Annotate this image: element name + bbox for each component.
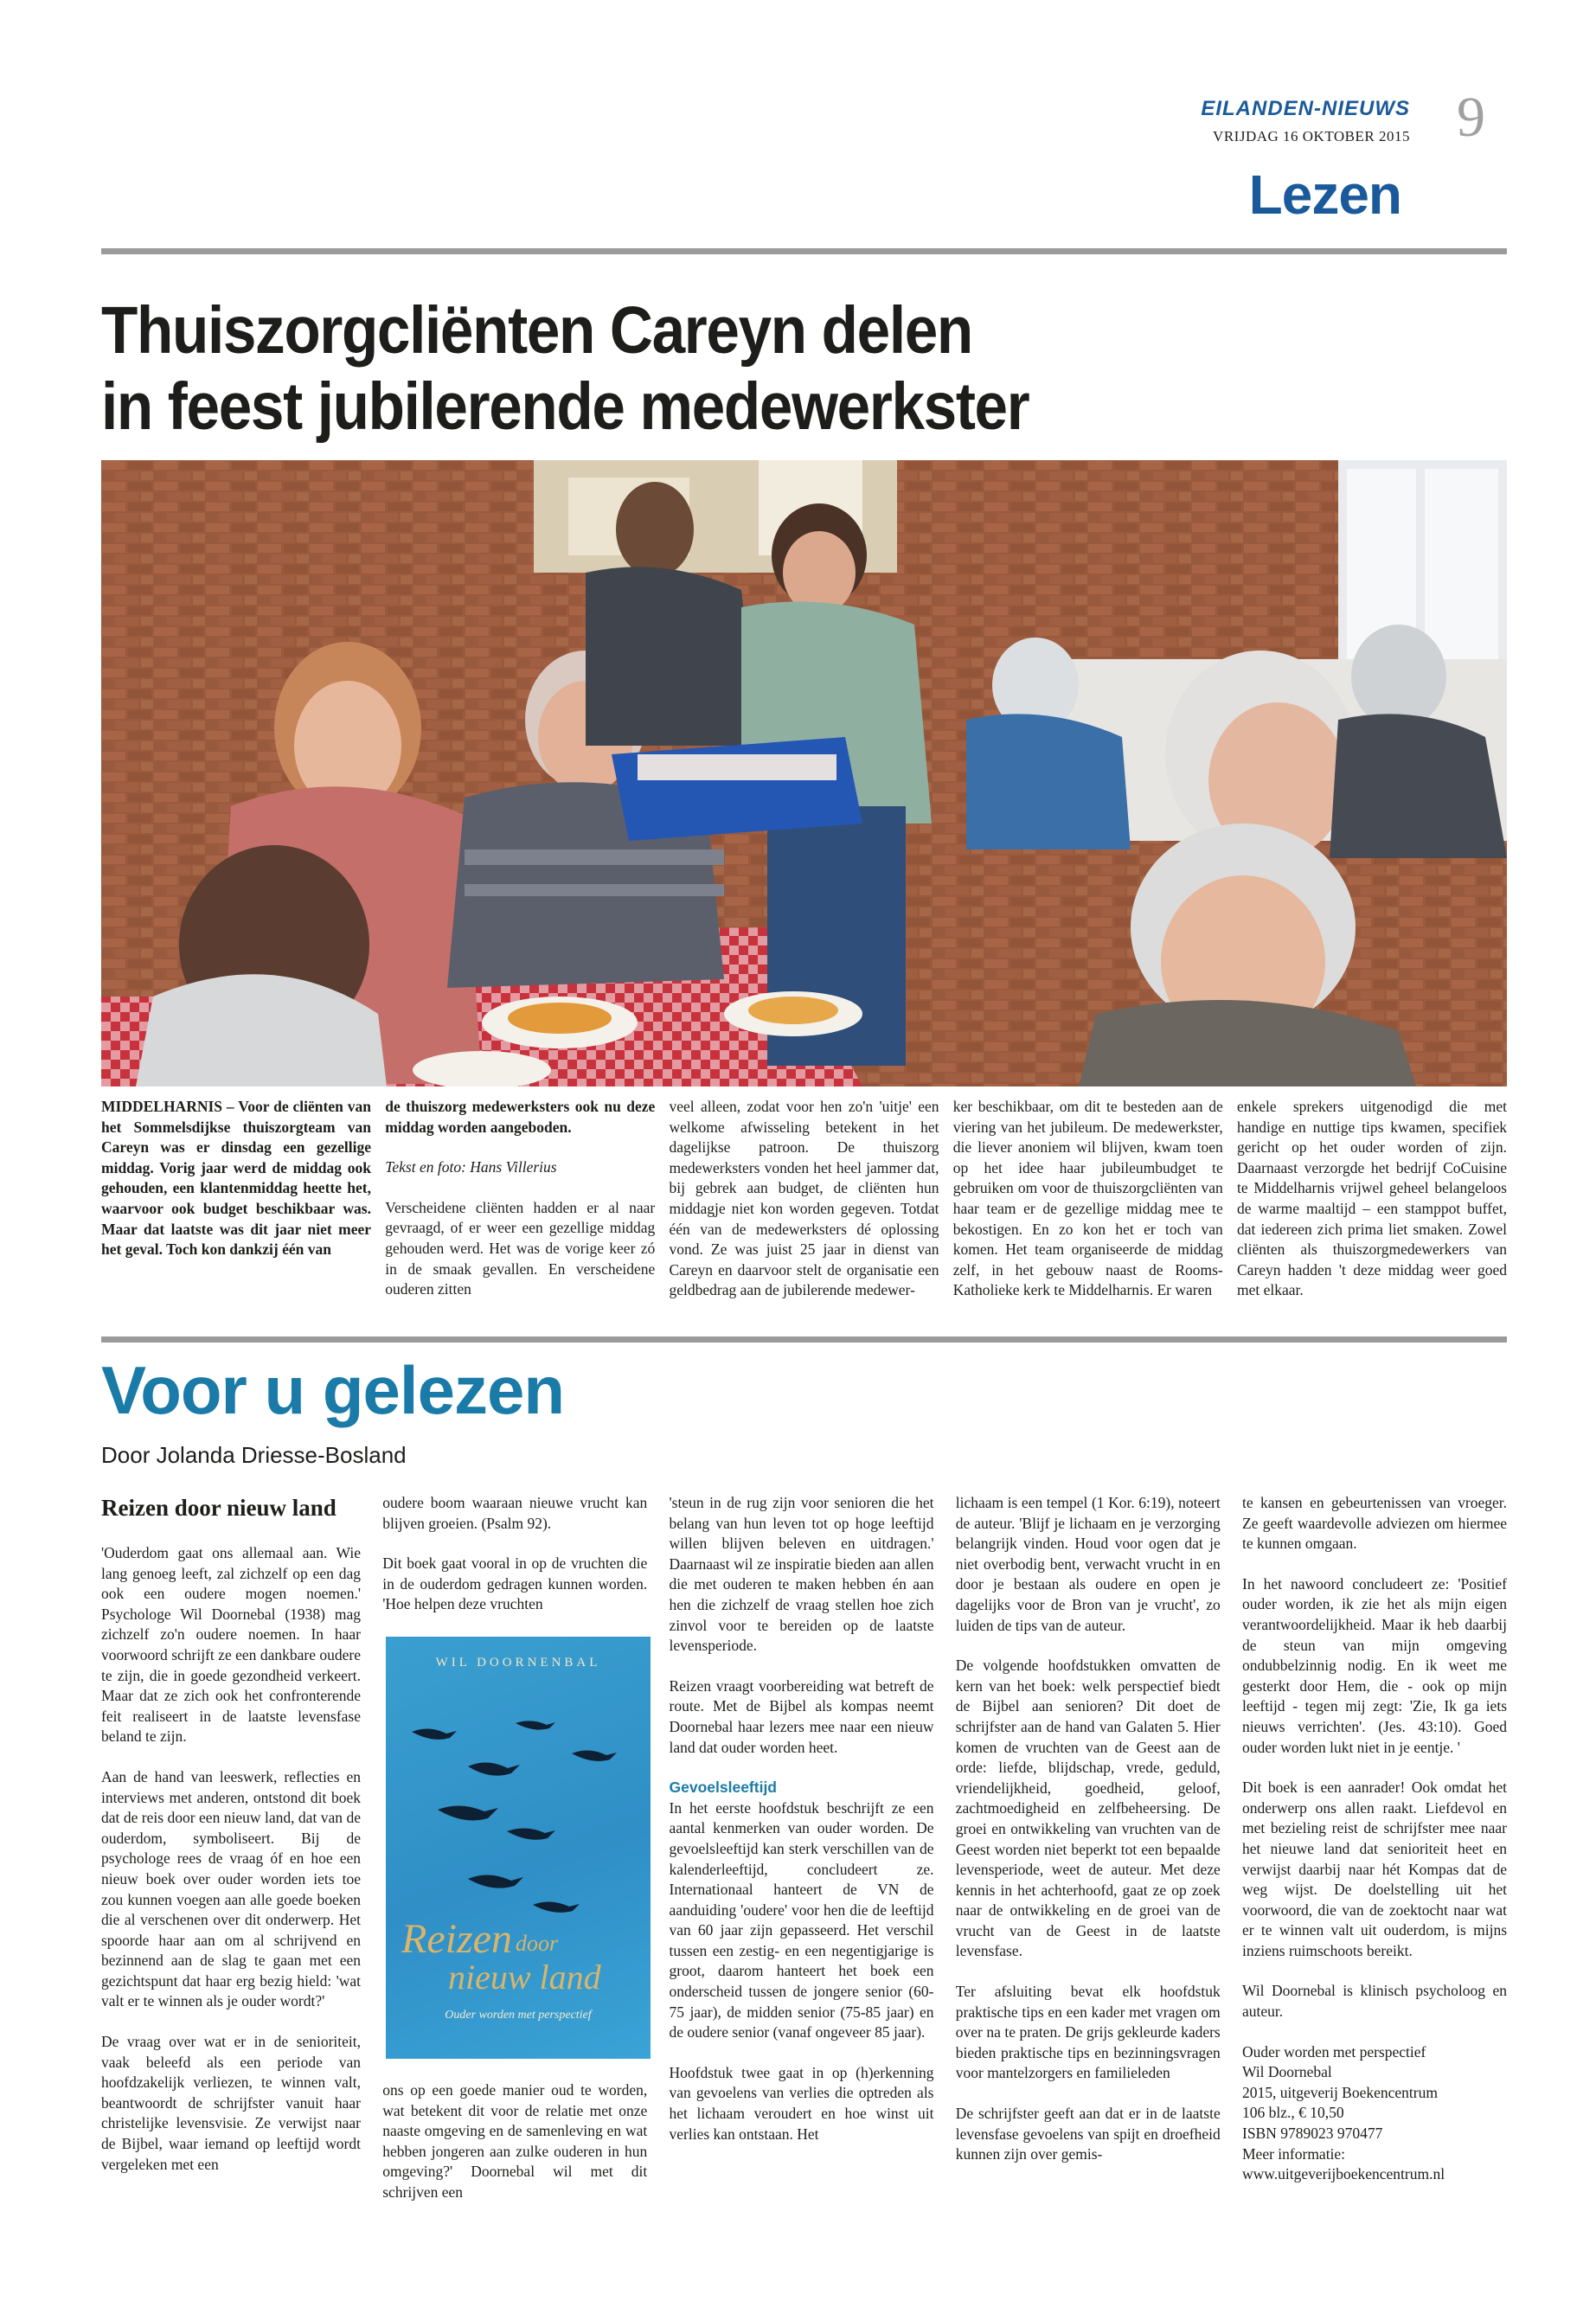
review-paragraph-3b: oudere boom waaraan nieuwe vrucht kan blijven groeien. (Psalm 92). [382, 1494, 648, 1532]
book-info-price: 106 blz., € 10,50 [1242, 2104, 1344, 2122]
review-book-title: Reizen door nieuw land [101, 1495, 337, 1521]
headline-line-1: Thuiszorgcliënten Careyn delen [101, 293, 972, 368]
book-cover-title-word1: Reizen [401, 1916, 512, 1962]
top-divider [101, 248, 1507, 254]
section-title: Lezen [1248, 163, 1401, 226]
review-paragraph-1: 'Ouderdom gaat ons allemaal aan. Wie lang genoeg leeft, zal zichzelf op een dag ook een oudere mogen noemen.' Psychologe Wil Doornebal (1938) mag zichzelf zo'n oudere noemen. In haar voorwoord schrijft ze een dankbare oudere te zijn, die in goede gezondheid verkeert. Maar dat ze zich ook het confronterende feit realiseert in de laatste levensfase beland te zijn. [101, 1544, 361, 1746]
review-paragraph-5b: 'steun in de rug zijn voor senioren die het belang van hun leven tot op hoge leeftijd willen blijven beleven en uitdragen.' Daarnaast wil ze inspiratie bieden aan allen die met ouderen te maken hebben én aan hen die zichzelf de vraag stellen hoe zich zinvol voor te bereiden op de laatste levensperiode. [669, 1494, 934, 1655]
article1-body-part4: enkele sprekers uitgenodigd die met handige en nuttige tips kwamen, specifiek gericht op het ouder worden of zijn. Daarnaast verzorgde het bedrijf CoCuisine te Middelharnis vrijwel geheel belangeloos de warme maaltijd – een stamppot buffet, dat iedereen zich prima liet smaken. Zowel cliënten als thuiszorgmedewerkers van Careyn hadden 't deze middag weer goed met elkaar. [1237, 1098, 1507, 1299]
headline-line-2: in feest jubilerende medewerkster [101, 369, 1029, 444]
book-info [1242, 2042, 1507, 2185]
review-paragraph-9: De volgende hoofdstukken omvatten de kern van het boek: welk perspectief biedt de Bijbel aan senioren? Dit doet de schrijfster aan de hand van Galaten 5. Hier komen de vruchten van de Geest aan de orde: liefde, blijdschap, vrede, geduld, vriendelijkheid, goedheid, geloof, zachtmoedigheid en zelfbeheersing. De groei en ontwikkeling van vruchten van de Geest worden niet beperkt tot een bepaalde levensperiode, weet de auteur. Met deze kennis in het achterhoofd, gaat ze op zoek naar de ontwikkeling en de groei van de vrucht van de Geest in de laatste levensfase. [955, 1657, 1221, 1960]
review-paragraph-2: Aan de hand van leeswerk, reflecties en interviews met anderen, ontstond dit boek dat de reis door een nieuw land, dat van de ouderdom, symboliseert. Bij de psychologe rees de vraag óf en hoe een nieuw boek over ouder worden iets toe zou kunnen voegen aan alle goede boeken die al verschenen over dit onderwerp. Het spoorde haar aan om al schrijvend en bezinnend aan de slag te gaan met een gezichtspunt dat haar erg bezig hield: 'wat valt er te winnen als je ouder wordt?' [101, 1767, 361, 2010]
review-paragraph-8a: Hoofdstuk twee gaat in op (h)erkenning van gevoelens van verlies die optreden als het lichaam veroudert en hoe winst uit verlies kan ontstaan. Het [669, 2063, 934, 2143]
book-info-publisher: 2015, uitgeverij Boekencentrum [1242, 2083, 1438, 2101]
book-info-title: Ouder worden met perspectief [1242, 2042, 1426, 2061]
review-paragraph-11b: te kansen en gebeurtenissen van vroeger. Ze geeft waardevolle adviezen om hiermee te kunnen omgaan. [1242, 1494, 1507, 1553]
book-cover-title-word3: nieuw land [448, 1958, 601, 1997]
book-cover-subtitle: Ouder worden met perspectief [445, 2009, 592, 2022]
article1-body-part2: veel alleen, zodat voor hen zo'n 'uitje' een welkome afwisseling betekent in het dagelijkse patroon. De thuiszorg medewerksters vonden het heel jammer dat, bij gebrek aan budget, de cliënten hun middagje niet kon worden gegeven. Totdat één van de medewerksters dé oplossing vond. Ze was juist 25 jaar in dienst van Careyn en daarvoor stelt de organisatie een geldbedrag aan de jubilerende medewer- [669, 1098, 939, 1299]
review-section-title: Voor u gelezen [101, 1352, 564, 1428]
book-info-url[interactable]: www.uitgeverijboekencentrum.nl [1242, 2165, 1445, 2183]
review-paragraph-7: In het eerste hoofdstuk beschrijft ze een aantal kenmerken van ouder worden. De gevoelsleeftijd kan sterk verschillen van de kalenderleeftijd, concludeert ze. Internationaal hanteert de VN de aanduiding 'oudere' voor hen die de leeftijd van 60 jaar zijn gepasseerd. Het verschil tussen een zestig- en een negentigjarige is groot, daarom hanteert het boek een onderscheid tussen de jongere senior (60-75 jaar), de midden senior (75-85 jaar) en de oudere senior (vanaf ongeveer 85 jaar). [669, 1798, 934, 2041]
article1-lead-part1: MIDDELHARNIS – Voor de cliënten van het Sommelsdijkse thuiszorgteam van Careyn was er dinsdag een gezellige middag. Vorig jaar werd de middag ook gehouden, een klantenmiddag heette het, waarvoor ook budget beschikbaar was. Maar dat laatste was dit jaar niet meer het geval. Toch kon dankzij één van [101, 1098, 371, 1259]
article1-columns [101, 1097, 1507, 1330]
review-paragraph-4: Dit boek gaat vooral in op de vruchten die in de ouderdom gedragen kunnen worden. 'Hoe helpen deze vruchten [382, 1554, 648, 1613]
issue-date: VRIJDAG 16 OKTOBER 2015 [1213, 128, 1410, 144]
masthead [1185, 97, 1410, 145]
newspaper-name: EILANDEN-NIEUWS [1201, 97, 1410, 120]
photo-credit: Tekst en foto: Hans Villerius [385, 1158, 557, 1176]
article2-columns [101, 1493, 1507, 2201]
review-subhead: Gevoelsleeftijd [669, 1779, 777, 1797]
article1-body-part1: Verscheidene cliënten hadden er al naar gevraagd, of er weer een gezellige middag gehouden werd. Het was de vorige keer zó in de smaak gevallen. En verscheidene ouderen zitten [385, 1198, 656, 1298]
middle-divider [101, 1336, 1507, 1343]
review-paragraph-11a: De schrijfster geeft aan dat er in de laatste levensfase gevoelens van spijt en droefheid kunnen zijn over gemis- [955, 2105, 1221, 2163]
review-paragraph-12: In het nawoord concludeert ze: 'Positief ouder worden, ik zie het als mijn eigen verantwoordelijkheid. Maar ik heb daarbij de steun van mijn omgeving ondubbelzinnig nodig. En ik weet me gesterkt door Hem, die - ook op mijn leeftijd - tegen mij zegt: 'Zie, Ik ga iets nieuws verrichten'. (Jes. 43:10). Goed ouder worden lukt niet in je eentje. ' [1242, 1574, 1507, 1756]
article1-lead-part2: de thuiszorg medewerksters ook nu deze middag worden aangeboden. [385, 1098, 656, 1136]
review-paragraph-14: Wil Doornebal is klinisch psycholoog en auteur. [1242, 1982, 1507, 2021]
book-cover-author: WIL DOORNENBAL [435, 1656, 601, 1670]
review-byline: Door Jolanda Driesse-Bosland [101, 1442, 407, 1468]
review-paragraph-5a: ons op een goede manier oud te worden, wat betekent dit voor de relatie met onze naaste omgeving en de samenleving en wat hebben jongeren aan zulke ouderen in hun omgeving?' Doornebal wil met dit schrijven een [382, 2080, 648, 2201]
page-number: 9 [1457, 86, 1485, 149]
book-info-isbn: ISBN 9789023 970477 [1242, 2125, 1383, 2143]
photo-elderly-lunch-image [101, 460, 1507, 1086]
article1-body-part3: ker beschikbaar, om dit te besteden aan de viering van het jubileum. De medewerkster, die liever anoniem wil blijven, kwam toen op het idee haar jubileumbudget te gebruiken om voor de thuiszorgcliënten van haar team er de gezellige middag mee te bekostigen. En zo kon het er toch van komen. Het team organiseerde de middag zelf, in het gebouw naast de Rooms-Katholieke kerk te Middelharnis. Er waren [952, 1098, 1223, 1299]
review-paragraph-13: Dit boek is een aanrader! Ook omdat het onderwerp ons allen raakt. Liefdevol en met bezieling reist de schrijfster mee naar het nieuwe land dat senioriteit heet en verwijst daarbij naar hét Kompas dat de weg wijst. De doelstelling uit het voorwoord, die van de zoektocht naar wat er te winnen valt uit ouderdom, is mijns inziens ruimschoots bereikt. [1242, 1779, 1507, 1959]
book-cover [386, 1637, 651, 2059]
review-paragraph-10: Ter afsluiting bevat elk hoofdstuk praktische tips en een kader met vragen om over na te praten. De grijs gekleurde kaders bieden praktische tips en bezinningsvragen voor mantelzorgers en familieleden [955, 1983, 1221, 2082]
article-photo [101, 460, 1507, 1086]
review-paragraph-6: Reizen vraagt voorbereiding wat betreft de route. Met de Bijbel als kompas neemt Doornebal haar lezers mee naar een nieuw land dat ouder worden heet. [669, 1676, 934, 1756]
book-cover-title-word2: door [516, 1931, 559, 1956]
review-paragraph-8b: lichaam is een tempel (1 Kor. 6:19), noteert de auteur. 'Blijf je lichaam en je verzorging belangrijk vinden. Houd voor ogen dat je niet overbodig bent, verwacht vrucht in en door je bestaan als oudere en open je dagelijks voor de Bron van je vrucht', zo luiden de tips van de auteur. [955, 1494, 1221, 1634]
book-info-author: Wil Doornebal [1242, 2063, 1332, 2081]
article-headline [101, 292, 1269, 445]
review-paragraph-3a: De vraag over wat er in de senioriteit, vaak beleefd als een periode van hoofdzakelijk verliezen, te winnen valt, beantwoordt de schrijfster vanuit haar christelijke levensvisie. Ze verwijst naar de Bijbel, waar iemand op leeftijd wordt vergeleken met een [101, 2033, 361, 2173]
book-info-more: Meer informatie: [1242, 2144, 1346, 2163]
flying-geese-icon [386, 1671, 651, 1948]
